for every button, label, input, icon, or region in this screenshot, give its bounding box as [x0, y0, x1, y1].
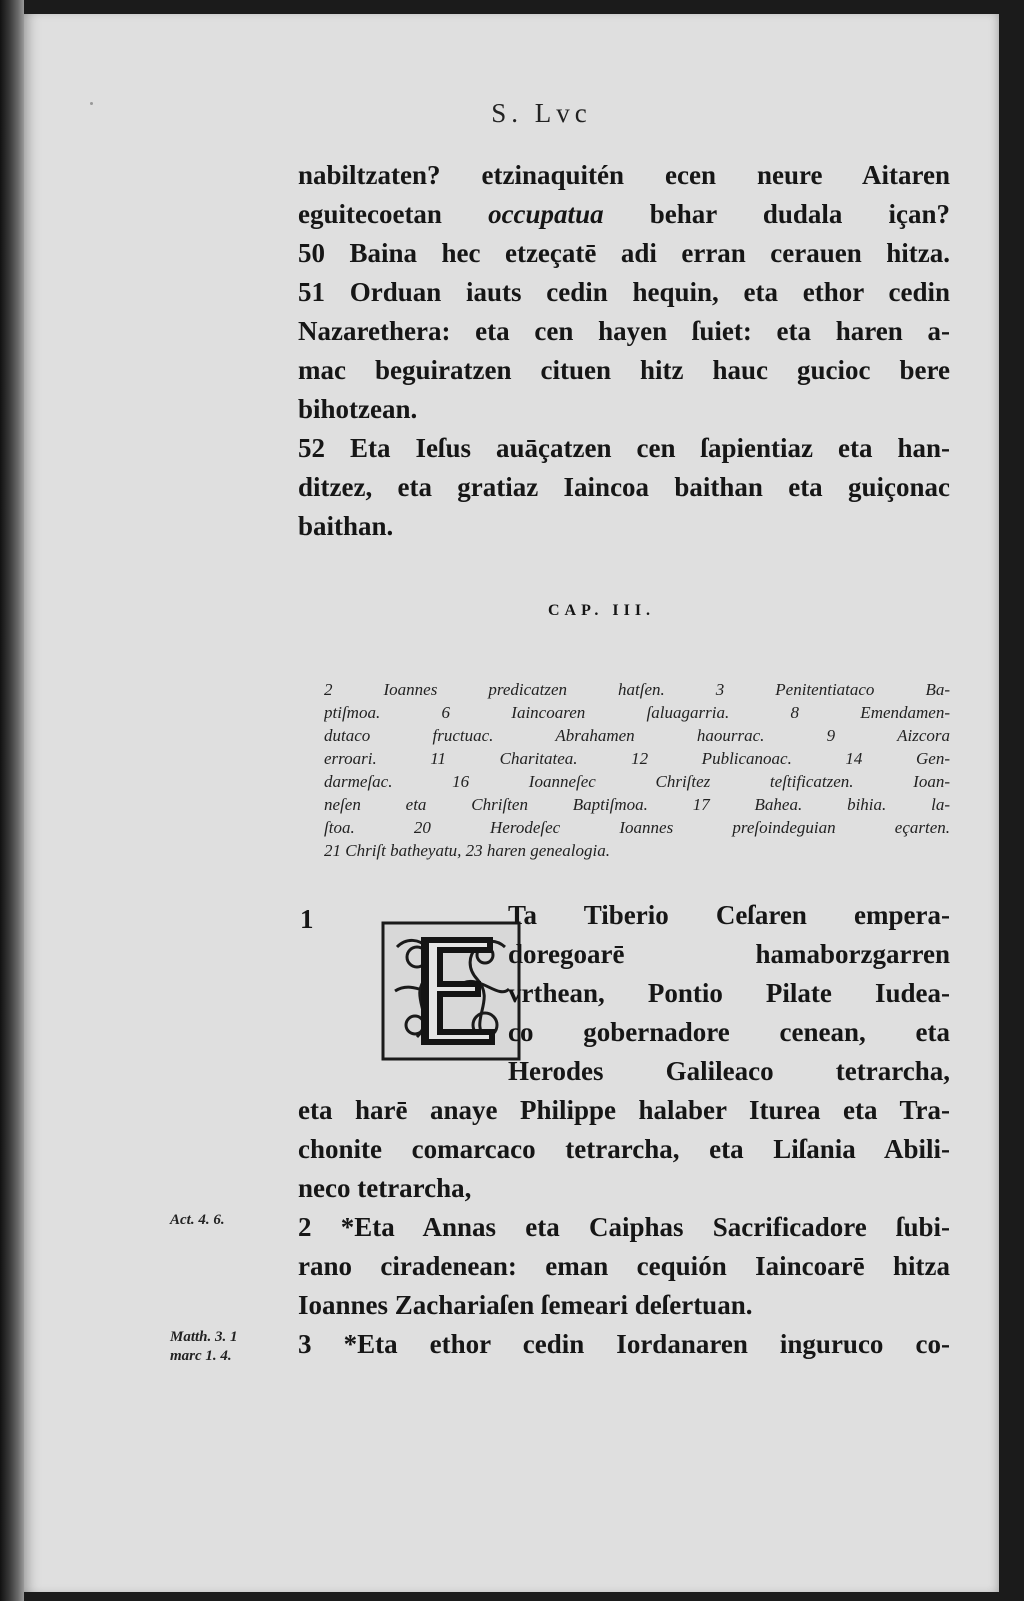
summary-line: ptiſmoa. 6 Iaincoaren ſaluagarria. 8 Emendamen- — [324, 703, 950, 722]
text-line: 50 Baina hec etzeçatē adi erran cerauen hitza. — [298, 238, 950, 268]
summary-line: darmeſac. 16 Ioanneſec Chriſtez teſtificatzen. Ioan- — [324, 772, 950, 791]
ornamental-initial-e-icon — [377, 917, 525, 1065]
running-header: S. Lvc — [491, 98, 592, 128]
text-line: doregoarē hamaborzgarren — [508, 939, 950, 969]
summary-line: dutaco fructuac. Abrahamen haourrac. 9 Aizcora — [324, 726, 950, 745]
verse-2 — [298, 1208, 950, 1325]
text-line: chonite comarcaco tetrarcha, eta Liſania Abili- — [298, 1134, 950, 1164]
text-line — [298, 156, 950, 195]
text-line: vrthean, Pontio Pilate Iudea- — [508, 978, 950, 1008]
summary-line: ſtoa. 20 Herodeſec Ioannes preſoindeguian eçarten. — [324, 818, 950, 837]
text-line: Herodes Galileaco tetrarcha, — [508, 1056, 950, 1086]
margin-note-matthew-mark — [170, 1328, 238, 1366]
book-page — [24, 14, 999, 1592]
text-line: rano ciradenean: eman cequión Iaincoarē hitza — [298, 1251, 950, 1281]
text-line: Nazarethera: eta cen hayen ſuiet: eta haren a- — [298, 316, 950, 346]
verse-number-1: 1 — [300, 904, 314, 934]
book-spine-shadow — [0, 0, 24, 1601]
text-line: neco tetrarcha, — [298, 1173, 472, 1203]
text-line: eguitecoetan occupatua behar dudala içan? — [298, 199, 950, 229]
text-line: mac beguiratzen cituen hitz hauc gucioc bere — [298, 355, 950, 385]
margin-note-acts: Act. 4. 6. — [170, 1212, 225, 1228]
verse-1-continued — [298, 1091, 950, 1208]
text-line: Ta Tiberio Ceſaren empera- — [508, 900, 950, 930]
verse-3 — [298, 1325, 950, 1364]
summary-line: 2 Ioannes predicatzen hatſen. 3 Penitentiataco Ba- — [324, 680, 950, 699]
chapter-heading: CAP. III. — [547, 602, 656, 619]
margin-note-line: Matth. 3. 1 — [170, 1329, 238, 1345]
text-line: 52 Eta Ieſus auāçatzen cen ſapientiaz eta han- — [298, 433, 950, 463]
text-line: 2 *Eta Annas eta Caiphas Sacrificadore ſubi- — [298, 1212, 950, 1242]
summary-line: erroari. 11 Charitatea. 12 Publicanoac. 14 Gen- — [324, 749, 950, 768]
text-line: ditzez, eta gratiaz Iaincoa baithan eta guiçonac — [298, 472, 950, 502]
text-line: co gobernadore cenean, eta — [508, 1017, 950, 1047]
text-line: baithan. — [298, 511, 394, 541]
line-text: nabiltzaten? etzinaquitén ecen neure Aitaren — [298, 160, 950, 190]
text-line: bihotzean. — [298, 394, 418, 424]
paragraph-verses-49-52 — [298, 156, 950, 546]
text-line: 51 Orduan iauts cedin hequin, eta ethor cedin — [298, 277, 950, 307]
text-line: Ioannes Zachariaſen ſemeari deſertuan. — [298, 1290, 753, 1320]
chapter-summary — [324, 678, 950, 862]
summary-line: 21 Chriſt batheyatu, 23 haren genealogia. — [324, 841, 610, 860]
margin-note-line: marc 1. 4. — [170, 1348, 232, 1364]
verse-1-beside-initial — [508, 896, 950, 1091]
text-line: 3 *Eta ethor cedin Iordanaren inguruco co- — [298, 1329, 950, 1359]
text-line: eta harē anaye Philippe halaber Iturea eta Tra- — [298, 1095, 950, 1125]
summary-line: neſen eta Chriſten Baptiſmoa. 17 Bahea. bihia. la- — [324, 795, 950, 814]
